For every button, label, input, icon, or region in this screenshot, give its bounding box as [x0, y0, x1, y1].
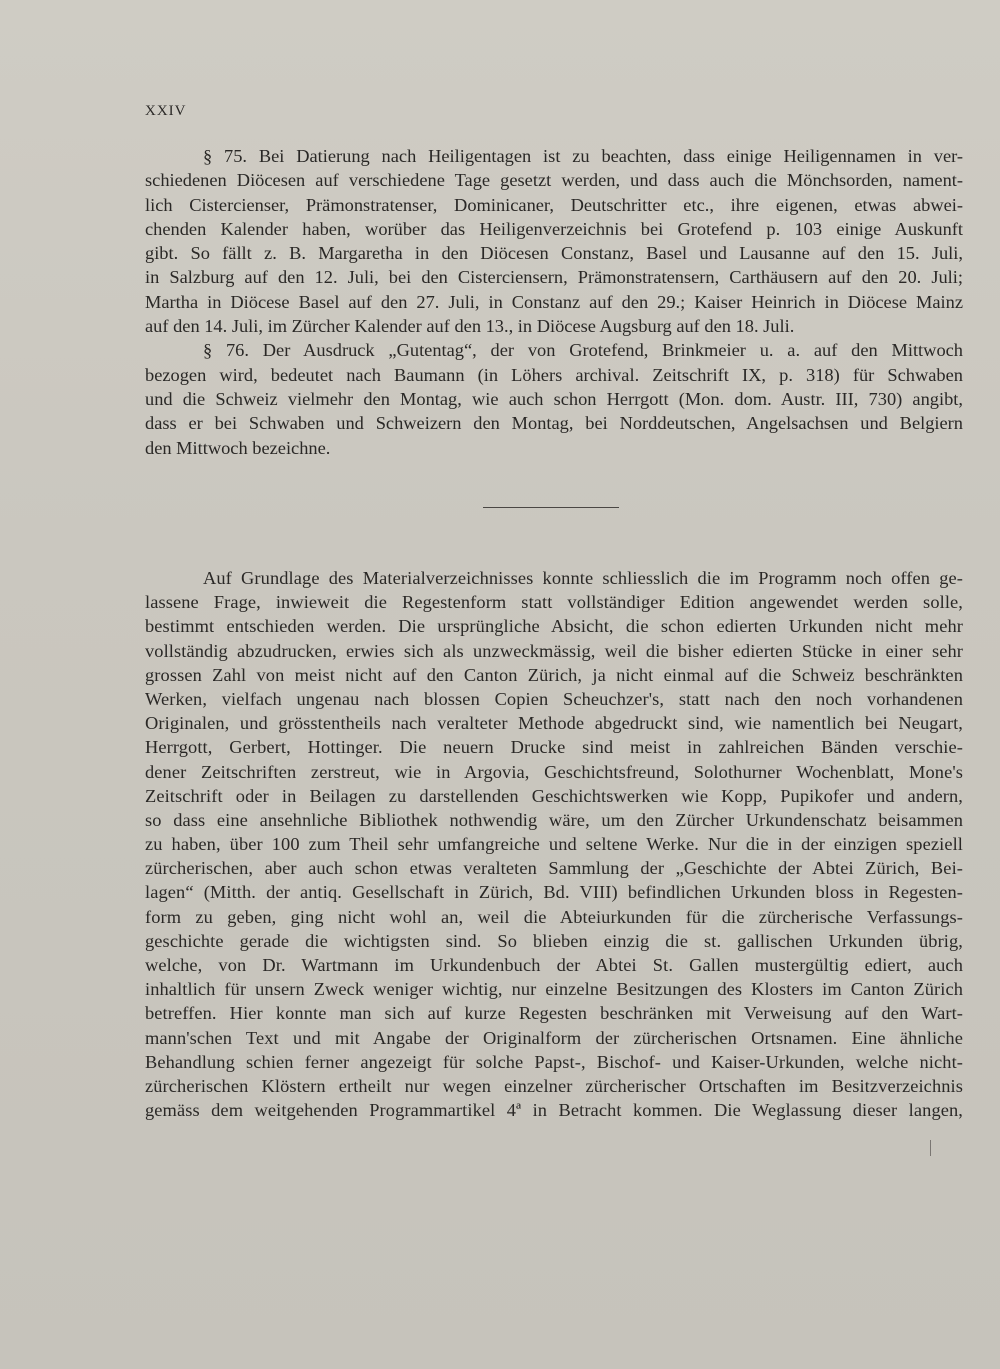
text-line: gemäss dem weitgehenden Programmartikel 4ª in Betracht kommen. Die Weglassung dieser langen, — [145, 1100, 963, 1121]
text-line: lassene Frage, inwieweit die Regestenform statt vollständiger Edition angewendet werden solle, — [145, 592, 963, 613]
text-line: vollständig abzudrucken, erwies sich als unzweckmässig, weil die bisher edierten Stücke in einer sehr — [145, 640, 963, 661]
text-line: Zeitschrift oder in Beilagen zu darstellenden Geschichtswerken wie Kopp, Pupikofer und andern, — [145, 785, 963, 806]
text-line: Auf Grundlage des Materialverzeichnisses konnte schliesslich die im Programm noch offen ge- — [203, 568, 963, 588]
text-line: bezogen wird, bedeutet nach Baumann (in Löhers archival. Zeitschrift IX, p. 318) für Schwaben — [145, 364, 963, 385]
text-line: inhaltlich für unsern Zweck weniger wichtig, nur einzelne Besitzungen des Klosters im Canton Zürich — [145, 979, 963, 1000]
text-line: Herrgott, Gerbert, Hottinger. Die neuern Drucke sind meist in zahlreichen Bänden verschie- — [145, 737, 963, 758]
text-line: geschichte gerade die wichtigsten sind. So blieben einzig die st. gallischen Urkunden übrig, — [145, 930, 963, 951]
text-line: § 76. Der Ausdruck „Gutentag“, der von Grotefend, Brinkmeier u. a. auf den Mittwoch — [203, 340, 963, 361]
text-line: chenden Kalender haben, worüber das Heiligenverzeichnis bei Grotefend p. 103 einige Auskunft — [145, 218, 963, 239]
text-line: lagen“ (Mitth. der antiq. Gesellschaft in Zürich, Bd. VIII) befindlichen Urkunden bloss in Regesten- — [145, 882, 963, 903]
text-line: gibt. So fällt z. B. Margaretha in den Diöcesen Constanz, Basel und Lausanne auf den 15. Juli, — [145, 243, 963, 264]
text-line: und die Schweiz vielmehr den Montag, wie auch schon Herrgott (Mon. dom. Austr. III, 730) angibt, — [145, 388, 963, 409]
text-line: so dass eine ansehnliche Bibliothek nothwendig wäre, um den Zürcher Urkundenschatz beisammen — [145, 809, 963, 830]
text-line: dass er bei Schwaben und Schweizern den Montag, bei Norddeutschen, Angelsachsen und Belgiern — [145, 413, 963, 434]
text-line: den Mittwoch bezeichne. — [145, 437, 331, 458]
upper-section — [145, 144, 963, 460]
text-line: auf den 14. Juli, im Zürcher Kalender auf den 13., in Diöcese Augsburg auf den 18. Juli. — [145, 316, 795, 337]
margin-mark — [930, 1140, 931, 1156]
text-line: betreffen. Hier konnte man sich auf kurze Regesten beschränken mit Verweisung auf den Wart- — [145, 1003, 963, 1024]
lower-section — [145, 566, 963, 1122]
text-line: Originalen, und grösstentheils nach veralteter Methode abgedruckt sind, wie namentlich bei Neugart, — [145, 713, 963, 734]
text-line: grossen Zahl von meist nicht auf den Canton Zürich, ja nicht einmal auf die Schweiz beschränkten — [145, 664, 963, 685]
text-line: § 75. Bei Datierung nach Heiligentagen ist zu beachten, dass einige Heiligennamen in ver- — [203, 146, 963, 166]
text-line: zürcherischen Klöstern ertheilt nur wegen einzelner zürcherischer Ortschaften im Besitzverzeichnis — [145, 1075, 963, 1096]
text-line: bestimmt entschieden werden. Die ursprüngliche Absicht, die schon edierten Urkunden nicht mehr — [145, 616, 963, 637]
page-number: XXIV — [145, 103, 187, 119]
text-line: zürcherischen, aber auch schon etwas veralteten Sammlung der „Geschichte der Abtei Zürich, Bei- — [145, 858, 963, 879]
text-line: lich Cistercienser, Prämonstratenser, Dominicaner, Deutschritter etc., ihre eigenen, etwas abwei- — [145, 194, 963, 215]
text-line: Martha in Diöcese Basel auf den 27. Juli, in Constanz auf den 29.; Kaiser Heinrich in Diöcese Mainz — [145, 291, 963, 312]
text-line: mann'schen Text und mit Angabe der Originalform der zürcherischen Ortsnamen. Eine ähnliche — [145, 1027, 963, 1048]
paragraph-76 — [145, 338, 963, 459]
text-line: schiedenen Diöcesen auf verschiedene Tage gesetzt werden, und dass auch die Mönchsorden, nament- — [145, 170, 963, 191]
section-divider — [483, 507, 619, 508]
text-line: Werken, vielfach ungenau nach blossen Copien Scheuchzer's, statt nach den noch vorhandenen — [145, 688, 963, 709]
paragraph-75 — [145, 144, 963, 338]
text-line: zu haben, über 100 zum Theil sehr umfangreiche und seltene Werke. Nur die in der einzigen speziell — [145, 834, 963, 855]
text-line: Behandlung schien ferner angezeigt für solche Papst-, Bischof- und Kaiser-Urkunden, welche nicht- — [145, 1051, 963, 1072]
text-line: form zu geben, ging nicht wohl an, weil die Abteiurkunden für die zürcherische Verfassungs- — [145, 906, 963, 927]
paragraph-regestenform — [145, 566, 963, 1122]
text-line: dener Zeitschriften zerstreut, wie in Argovia, Geschichtsfreund, Solothurner Wochenblatt, Mone's — [145, 761, 963, 782]
text-line: in Salzburg auf den 12. Juli, bei den Cisterciensern, Prämonstratensern, Carthäusern auf den 20. Juli; — [145, 267, 963, 288]
text-line: welche, von Dr. Wartmann im Urkundenbuch der Abtei St. Gallen mustergültig ediert, auch — [145, 955, 963, 975]
